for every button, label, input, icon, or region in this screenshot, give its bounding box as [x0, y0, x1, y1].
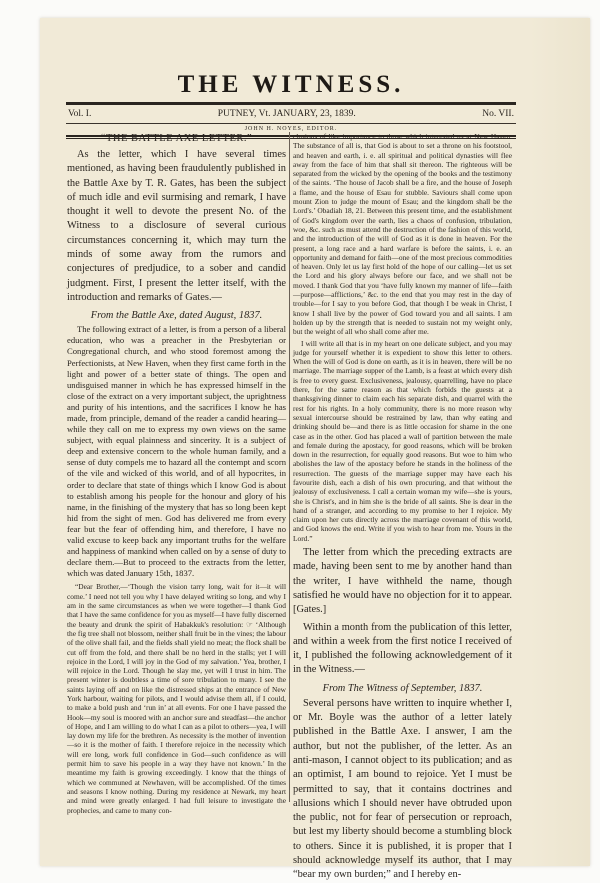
paragraph: Several persons have written to inquire whether I, or Mr. Boyle was the author of a letter lately published in the Battle Axe. I answer, I am the author, but not the publisher, of the letter. As an anti-mason, I cannot object to its publication; and as an optimist, I am bound to rejoice. Yet I must be permitted to say, that it contains doctrines and allusions which I should never have obtruded upon the public, not for fear of persecution or reproach, but lest my liberty should become a stumbling block to others. Since it is published, it is proper that I should acknowledge myself its author, that I may “bear my own burden;” and I hereby en-: [293, 697, 512, 881]
newspaper-title: THE WITNESS.: [177, 71, 405, 98]
volume: Vol. I.: [68, 109, 92, 119]
date-place: PUTNEY, Vt. JANUARY, 23, 1839.: [217, 109, 356, 119]
editor-line: JOHN H. NOYES, EDITOR.: [244, 126, 338, 132]
letter-text: clusions of like importance to those which interested us at New Haven. The substance of all is, that God is about to set a throne on his footstool, and heaven and earth, i. e. all spiritual and political dynasties will flee away from the face of him that shall sit thereon. The righteous will be separated from the wicked by the opening of the books and the testimony of the saints. ‘The house of Jacob shall be a fire, and the house of Joseph a flame, and the house of Esau for stubble. Saviours shall come upon mount Zion to judge the mount of Esau; and the kingdom shall be the Lord's.’ Obadiah 18, 21. Between this present time, and the establishment of God's kingdom over the earth, lies a chaos of confusion, tribulation, woe, &c. such as must attend the destruction of the fashion of this world, and the introduction of the will of God as it is done in heaven. For the present, a long race and a hard warfare is before the saints, i. e. an opportunity and demand for faith—one of the most precious commodities of heaven. Only let us lay first hold of the hope of our calling—let us set the Lord and his glory always before our face, and we shall not be moved. I thank God that you ‘have fully known my manner of life—faith—purpose—afflictions,’ &c. to the end that you may rest in the day of trouble—for I say to you before God, that though I be weak in Christ, I know I shall live by the power of God toward you and all saints. I am holden up by the strength that is needed to sustain not my weight only, but the weight of all who shall come after me.: [293, 132, 512, 337]
paragraph: Within a month from the publication of this letter, and within a week from the first notice I received of it, I published the following acknowledgement of it in the Witness.—: [293, 621, 512, 676]
article-heading: “THE BATTLE AXE LETTER.”: [100, 133, 253, 144]
letter-text: I will write all that is in my heart on one delicate subject, and you may judge for yourself whether it is expedient to show this letter to others. When the will of God is done on earth, as it is in heaven, there will be no marriage. The marriage supper of the Lamb, is a feast at which every dish is free to every guest. Exclusiveness, jealousy, quarrelling, have no place there, for the same reason as that which forbids the guests at a thanksgiving dinner to claim each his separate dish, and quarrel with the rest for his rights. In a holy community, there is no more reason why sexual intercourse should be restrained by law, than why eating and drinking should be—and there is as little occasion for shame in the one case as in the other. God has placed a wall of partition between the male and female during the apostacy, for good reasons, which will be broken down in the resurrection, for equally good reasons. But woe to him who abolishes the law of the apostacy before he stands in the holiness of the resurrection. The guests of the marriage supper may have each his favourite dish, each a dish of his own procuring, and that without the jealousy of exclusiveness. I call a certain woman my wife—she is yours, she is Christ's, and in him she is the bride of all saints. She is dear in the hand of a stranger, and according to my promise to her I rejoice. My claim upon her cuts directly across the marriage covenant of this world, and God knows the end. Write if you wish to hear from me. Yours in the Lord.”: [293, 338, 512, 543]
column-right: [293, 132, 512, 881]
paragraph: The following extract of a letter, is from a person of a liberal education, who was a preacher in the Presbyterian or Congregational church, and who stood foremost among the Perfectionists, at New Haven, when they first came forth in the light and power of a better state of things. The open and undisguised manner in which he has expressed himself in the close of the extract on a very important subject, the uprightness and purity of his intentions, and the sacrifices I know he has made, from principle, demand of the reader a candid hearing—while they call on me to express my own views on the same subject, with equal plainness and sincerity. It is a subject of deep and extensive concern to the whole human family, and a sense of duty compels me to hazard all the contempt and scorn of the vile and wicked of this world, and of all hypocrites, in order to declare that state of things which I know God is about to establish among his people for the honour and glory of his name, in the finishing of the mystery that has so long been kept hid from the sight of men. God has delivered me from every fear but the fear of offending him, and therefore, I have no valid excuse to keep back any important truths for the welfare and happiness of mankind when called on by a sense of duty to declare them.—But to proceed to the extracts from the letter, which was dated January 15th, 1837.: [67, 324, 286, 579]
column-left: [67, 132, 286, 815]
paragraph: As the letter, which I have several times mentioned, as having been fraudulently published in the Battle Axe by T. R. Gates, has been the subject of much idle and evil surmising and remark, I have thought it well to devote the present No. of the Witness to a disclosure of several curious circumstances concerning it, which may turn the minds of some away from the rumors and conjectures of predjudice, to a sober and candid judgment. First, I present the letter itself, with the introduction and remarks of Gates.—: [67, 149, 286, 303]
column-divider: [289, 132, 290, 802]
dateline: [66, 105, 516, 123]
paragraph: The letter from which the preceding extracts are made, having been sent to me by another hand than the writer, I have withheld the name, though satisfied he would have no objection for it to appear. [Gates.]: [293, 547, 512, 616]
issue-number: No. VII.: [482, 109, 514, 119]
subheading: From The Witness of September, 1837.: [322, 682, 483, 694]
masthead: [66, 70, 516, 139]
letter-text: “Dear Brother,—‘Though the vision tarry long, wait for it—it will come.’ I need not tell you why I have delayed writing so long, and why I am in the same circumstances as when we were together—I thank God that I have the same confidence for you as myself—I have fully discerned the beauty and drunk the spirit of Habakkuk's resolution: ☞ ‘Although the fig tree shall not blossom, neither shall fruit be in the vines; the labour of the olive shall fail, and the fields shall yield no meat; the flock shall be cut off from the fold, and there shall be no herd in the stalls; yet I will rejoice in the Lord, I will joy in the God of my salvation.’ Yea, brother, I will rejoice in the Lord. Though he slay me, yet will I trust in him. The present winter is doubtless a time of sore tribulation to many. I see the saints laying off and on like the distressed ships at the entrance of New York harbour, waiting for pilots, and I would advise them all, if I could, to make a bold push and ‘run in’ at all events. For one I have passed the Hook—my soul is moored with an anchor sure and steadfast—the anchor of Hope, and I am willing to do what I can as a pilot to others—yea, I will lay down my life for the brethren. As necessity is the mother of invention—so it is the mother of faith. I therefore rejoice in the necessity which will ere long, work full confidence in God—such confidence as will permit him to save his people in a way they have not known.’ In the meantime my faith is growing exceedingly. I know that the things of which we communed at Newhaven, will be accomplished. Of the times and seasons I know nothing. During my residence at Newark, my heart and mind were greatly enlarged. I had full leisure to investigate the prophecies, and came to many con-: [67, 582, 286, 815]
subheading: From the Battle Axe, dated August, 1837.: [90, 310, 263, 322]
